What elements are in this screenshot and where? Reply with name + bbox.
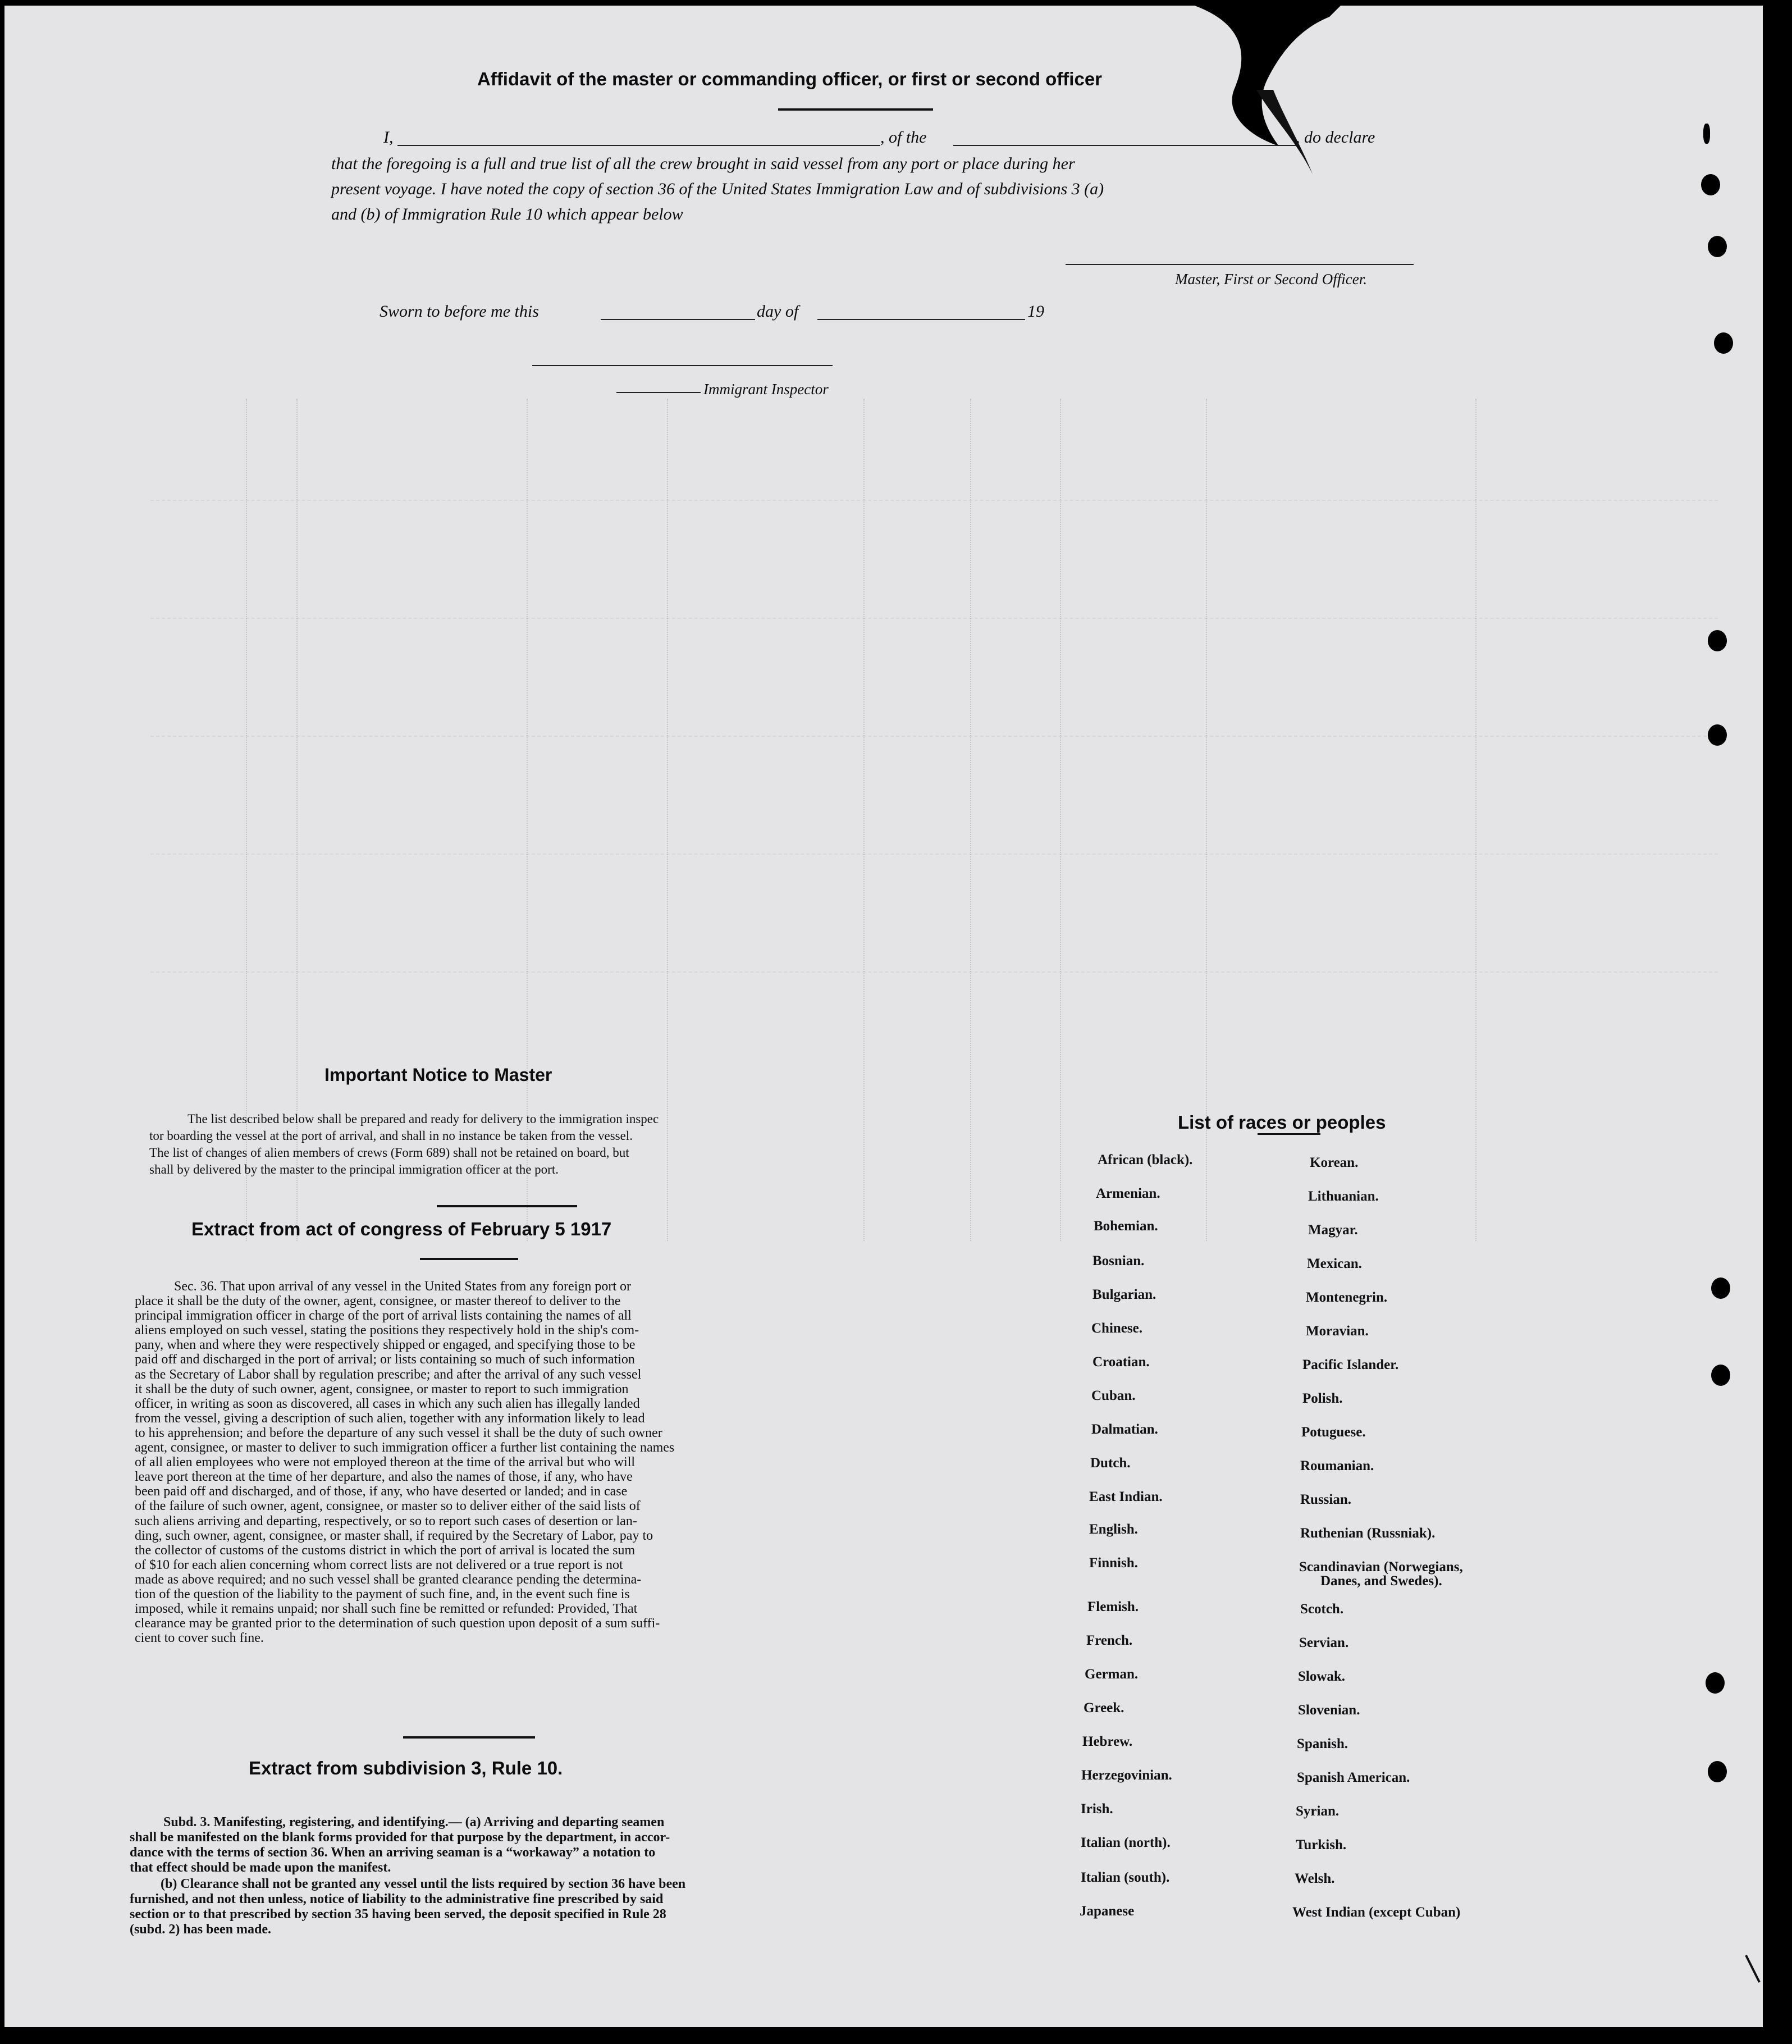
race-item: Russian. xyxy=(1300,1492,1352,1507)
extract-act-line: of all alien employees who were not employed thereon at the time of the arrival but who will xyxy=(135,1455,636,1470)
affidavit-body-line-1: that the foregoing is a full and true list of all the crew brought in said vessel from any port or place during her xyxy=(331,154,1075,173)
race-item: Japanese xyxy=(1080,1904,1135,1919)
extract-act-line: ding, such owner, agent, consignee, or master shall, if required by the Secretary of Labor, pay to xyxy=(135,1528,653,1543)
races-title-rule xyxy=(1258,1133,1320,1135)
notice-title: Important Notice to Master xyxy=(324,1065,552,1085)
race-item: Potuguese. xyxy=(1301,1425,1366,1440)
extract-act-line: such aliens arriving and departing, respectively, or so to report such cases of desertion or lan- xyxy=(135,1513,637,1529)
affidavit-i-label: I, xyxy=(383,128,394,147)
race-item: Cuban. xyxy=(1091,1388,1136,1403)
extract-act-line: pany, when and where they were respectively shipped or engaged, and specifying those to be xyxy=(135,1338,636,1353)
punch-hole xyxy=(1701,174,1720,195)
race-item: Spanish American. xyxy=(1297,1770,1410,1785)
race-item: Slowak. xyxy=(1298,1669,1346,1684)
extract-act-line: leave port thereon at the time of her departure, and also the names of those, if any, who have xyxy=(135,1470,633,1485)
race-item: Ruthenian (Russniak). xyxy=(1300,1526,1436,1541)
extract-rule-line: section or to that prescribed by section 35 having been served, the deposit specified in Rule 28 xyxy=(130,1907,666,1922)
race-item: Armenian. xyxy=(1096,1186,1160,1201)
sworn-text: Sworn to before me this xyxy=(380,302,539,321)
extract-act-body xyxy=(135,1279,792,1645)
extract-act-line: tion of the question of the liability to the payment of such fine, and, in the event such fine is xyxy=(135,1586,630,1602)
sworn-day-blank xyxy=(601,319,755,320)
affidavit-body-line-3: and (b) of Immigration Rule 10 which appear below xyxy=(331,205,683,223)
affidavit-title-rule xyxy=(778,108,933,111)
notice-line: shall by delivered by the master to the principal immigration officer at the port. xyxy=(149,1162,559,1176)
race-item: African (black). xyxy=(1098,1152,1193,1167)
extract-act-line: paid off and discharged in the port of arrival; or lists containing so much of such information xyxy=(135,1352,635,1367)
extract-act-line: imposed, while it remains unpaid; nor shall such fine be remitted or refunded: Provided, That xyxy=(135,1602,638,1617)
race-item: East Indian. xyxy=(1089,1489,1163,1504)
race-item: Montenegrin. xyxy=(1306,1290,1388,1305)
sworn-month-blank xyxy=(817,319,1025,320)
extract-rule-title: Extract from subdivision 3, Rule 10. xyxy=(249,1758,563,1778)
extract-act-line: place it shall be the duty of the owner, agent, consignee, or master thereof to deliver to the xyxy=(135,1294,621,1309)
race-item: Danes, and Swedes). xyxy=(1320,1573,1442,1589)
race-item: Italian (north). xyxy=(1081,1835,1171,1850)
punch-hole xyxy=(1708,1761,1727,1782)
master-signature-line xyxy=(1066,264,1414,265)
race-item: Croatian. xyxy=(1092,1354,1150,1370)
race-item: Korean. xyxy=(1310,1155,1359,1170)
race-item: Moravian. xyxy=(1306,1324,1369,1339)
race-item: Dalmatian. xyxy=(1091,1422,1158,1437)
punch-hole xyxy=(1711,1278,1730,1299)
punch-hole xyxy=(1714,332,1733,354)
notice-body xyxy=(149,1111,795,1178)
extract-act-line: Sec. 36. That upon arrival of any vessel in the United States from any foreign port or xyxy=(174,1279,632,1294)
extract-act-line: as the Secretary of Labor shall by regulation prescribe; and after the arrival of any such vessel xyxy=(135,1367,642,1382)
race-item: Irish. xyxy=(1081,1801,1113,1817)
race-item: Herzegovinian. xyxy=(1081,1768,1172,1783)
races-title: List of races or peoples xyxy=(1178,1112,1386,1133)
race-item: Spanish. xyxy=(1297,1736,1348,1751)
race-item: Chinese. xyxy=(1091,1321,1142,1336)
race-item: Magyar. xyxy=(1308,1222,1358,1238)
extract-act-line: of $10 for each alien concerning whom correct lists are not delivered or a true report is not xyxy=(135,1557,623,1572)
notice-divider xyxy=(437,1205,577,1207)
race-item: Welsh. xyxy=(1295,1871,1335,1886)
extract-act-line: to his apprehension; and before the departure of any such vessel it shall be the duty of such owner xyxy=(135,1425,662,1440)
name-blank xyxy=(397,145,880,146)
affidavit-do-declare-label: , do declare xyxy=(1296,128,1375,147)
extract-rule-line: Subd. 3. Manifesting, registering, and identifying.— (a) Arriving and departing seamen xyxy=(163,1815,665,1829)
race-item: Scandinavian (Norwegians, xyxy=(1299,1559,1463,1575)
race-item: Italian (south). xyxy=(1081,1870,1170,1885)
extract-act-line: aliens employed on such vessel, stating the positions they respectively hold in the ship's com- xyxy=(135,1323,639,1338)
race-item: Bulgarian. xyxy=(1092,1287,1156,1302)
inspector-caption: Immigrant Inspector xyxy=(703,381,829,398)
race-item: Dutch. xyxy=(1090,1456,1131,1471)
extract-act-title: Extract from act of congress of February 5 1917 xyxy=(191,1219,612,1239)
extract-act-line: the collector of customs of the customs district in which the port of arrival is located the sum xyxy=(135,1543,636,1558)
extract-rule-line: (b) Clearance shall not be granted any vessel until the lists required by section 36 have been xyxy=(161,1877,686,1891)
binding-ribbon xyxy=(1172,6,1341,191)
extract-act-line: officer, in writing as soon as discovered, all cases in which any such alien has illegally landed xyxy=(135,1396,640,1411)
punch-hole xyxy=(1706,1672,1725,1694)
extract-rule-line: (subd. 2) has been made. xyxy=(130,1922,272,1937)
extract-act-title-rule xyxy=(420,1258,518,1260)
extract-rule-line: that effect should be made upon the manifest. xyxy=(130,1860,391,1875)
extract-act-line: agent, consignee, or master to deliver to such immigration officer a further list containing the names xyxy=(135,1440,675,1456)
race-item: French. xyxy=(1086,1633,1133,1648)
punch-hole xyxy=(1708,630,1727,651)
race-item: Mexican. xyxy=(1307,1256,1362,1271)
race-item: Slovenian. xyxy=(1298,1703,1360,1718)
extract-rule-line: shall be manifested on the blank forms provided for that purpose by the department, in accor- xyxy=(130,1830,670,1845)
notice-line: The list of changes of alien members of crews (Form 689) shall not be retained on board, but xyxy=(149,1146,629,1160)
race-item: Hebrew. xyxy=(1082,1734,1133,1749)
affidavit-of-the-label: , of the xyxy=(880,128,927,147)
race-item: English. xyxy=(1089,1522,1138,1537)
affidavit-title: Affidavit of the master or commanding officer, or first or second officer xyxy=(477,69,1103,89)
race-item: Bosnian. xyxy=(1092,1253,1145,1269)
extract-act-divider xyxy=(403,1736,535,1739)
punch-hole xyxy=(1708,236,1727,257)
extract-act-line: it shall be the duty of such owner, agent, consignee, or master to report to such immigration xyxy=(135,1381,629,1397)
race-item: Roumanian. xyxy=(1300,1458,1374,1473)
extract-act-line: clearance may be granted prior to the determination of such question upon deposit of a sum suffi- xyxy=(135,1616,660,1631)
race-item: Turkish. xyxy=(1296,1837,1347,1853)
affidavit-body-line-2: present voyage. I have noted the copy of section 36 of the United States Immigration Law and of subdivisions 3 (a) xyxy=(331,180,1104,198)
notice-line: tor boarding the vessel at the port of arrival, and shall in no instance be taken from the vessel. xyxy=(149,1129,633,1143)
extract-act-line: been paid off and discharged, and of those, if any, who have deserted or landed; and in case xyxy=(135,1484,628,1499)
extract-act-line: of the failure of such owner, agent, consignee, or master so to deliver either of the said lists of xyxy=(135,1499,641,1514)
race-item: Scotch. xyxy=(1300,1602,1344,1617)
sworn-day-of: day of xyxy=(757,302,799,321)
punch-hole xyxy=(1708,724,1727,746)
race-item: Servian. xyxy=(1299,1635,1349,1650)
extract-act-line: made as above required; and no such vessel shall be granted clearance pending the determina- xyxy=(135,1572,642,1587)
corner-mark xyxy=(1745,1954,1762,1988)
race-item: German. xyxy=(1085,1667,1139,1682)
notice-line: The list described below shall be prepared and ready for delivery to the immigration inspec xyxy=(188,1112,659,1126)
document-page xyxy=(4,6,1763,2027)
race-item: Polish. xyxy=(1302,1391,1343,1406)
extract-act-line: cient to cover such fine. xyxy=(135,1631,264,1646)
extract-rule-line: furnished, and not then unless, notice of liability to the administrative fine prescribed by said xyxy=(130,1892,664,1906)
inspector-signature-line-lower xyxy=(616,392,701,393)
sworn-year: 19 xyxy=(1027,302,1044,321)
race-item: West Indian (except Cuban) xyxy=(1292,1905,1461,1920)
race-item: Lithuanian. xyxy=(1308,1189,1379,1204)
race-item: Finnish. xyxy=(1089,1555,1138,1571)
extract-act-line: principal immigration officer in charge of the port of arrival lists containing the names of all xyxy=(135,1308,632,1324)
race-item: Syrian. xyxy=(1296,1804,1340,1819)
master-signature-caption: Master, First or Second Officer. xyxy=(1175,271,1367,288)
extract-rule-body xyxy=(130,1815,792,1937)
race-item: Greek. xyxy=(1084,1700,1124,1716)
inspector-signature-line-upper xyxy=(532,365,833,366)
race-item: Flemish. xyxy=(1087,1599,1139,1614)
race-item: Pacific Islander. xyxy=(1302,1357,1399,1372)
punch-hole xyxy=(1703,124,1710,144)
race-item: Bohemian. xyxy=(1094,1219,1158,1234)
extract-act-line: from the vessel, giving a description of such alien, together with any information likely to lead xyxy=(135,1411,645,1426)
punch-hole xyxy=(1711,1365,1730,1386)
extract-rule-line: dance with the terms of section 36. When an arriving seaman is a “workaway” a notation to xyxy=(130,1845,656,1860)
